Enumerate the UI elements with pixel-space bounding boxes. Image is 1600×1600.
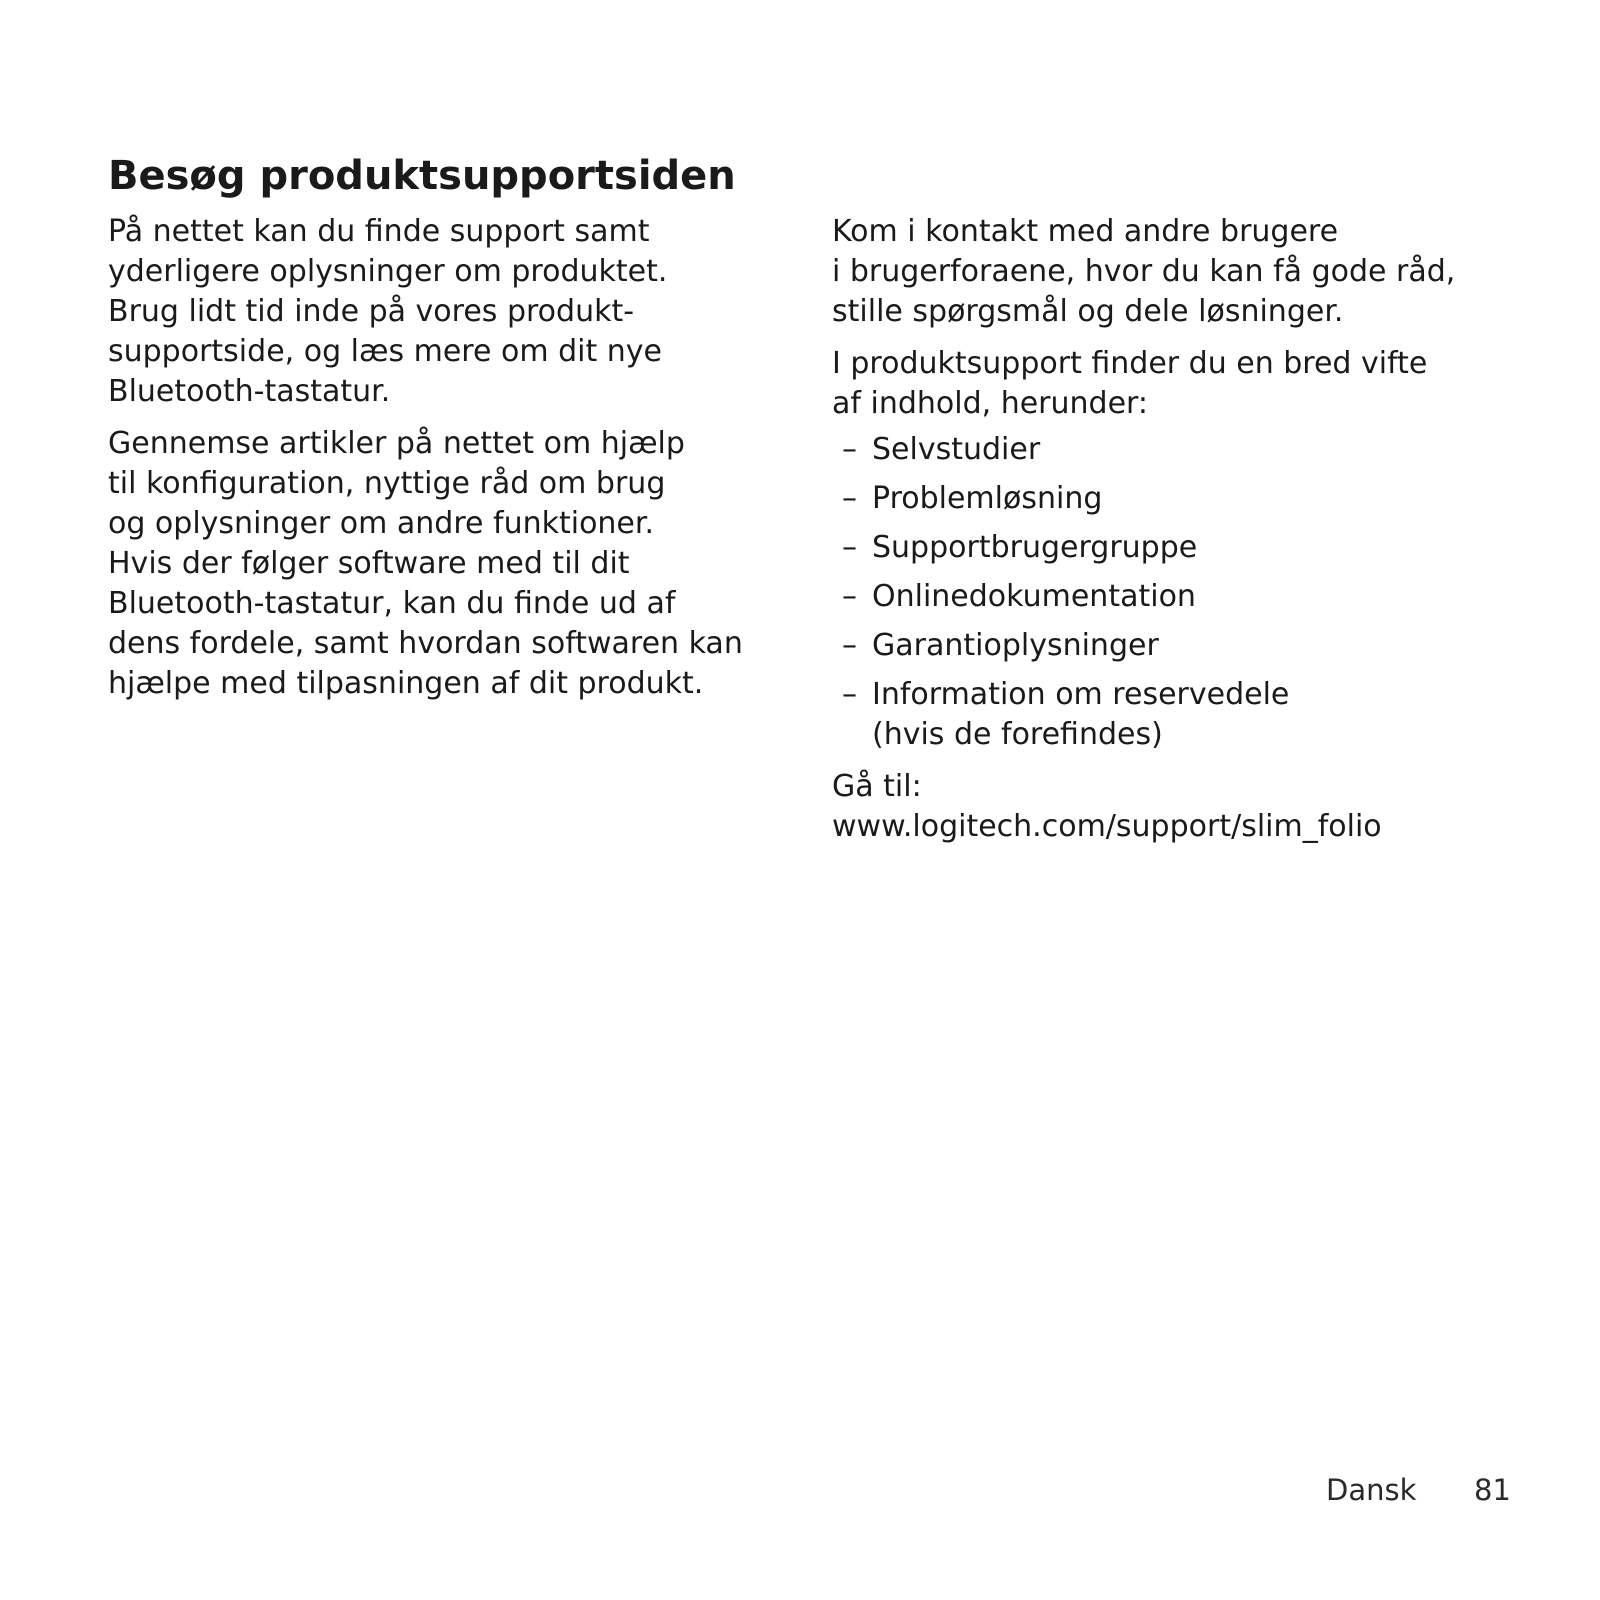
paragraph-list-intro xyxy=(832,344,1572,424)
paragraph-community xyxy=(832,212,1572,332)
text-line: Bluetooth-tastatur, kan du finde ud af xyxy=(108,586,676,621)
footer-language: Dansk xyxy=(1326,1473,1417,1507)
text-line: og oplysninger om andre funktioner. xyxy=(108,506,655,541)
text-line: Gennemse artikler på nettet om hjælp xyxy=(108,426,685,461)
text-line: af indhold, herunder: xyxy=(832,386,1148,421)
list-item-label: Supportbrugergruppe xyxy=(872,530,1198,565)
list-item-label-continuation: (hvis de forefindes) xyxy=(872,717,1163,752)
text-line: Bluetooth-tastatur. xyxy=(108,374,391,409)
paragraph-support-intro xyxy=(108,212,808,412)
dash-bullet: – xyxy=(842,432,857,467)
text-line: Kom i kontakt med andre brugere xyxy=(832,214,1339,249)
dash-bullet: – xyxy=(842,481,857,516)
dash-bullet: – xyxy=(842,677,857,712)
text-line: til konfiguration, nyttige råd om brug xyxy=(108,466,666,501)
page-number: 81 xyxy=(1474,1473,1511,1507)
text-line: hjælpe med tilpasningen af dit produkt. xyxy=(108,666,704,701)
dash-bullet: – xyxy=(842,579,857,614)
list-item xyxy=(832,675,1572,755)
support-url-link[interactable]: www.logitech.com/support/slim_folio xyxy=(832,809,1382,844)
list-item xyxy=(832,528,1572,568)
list-item-label: Selvstudier xyxy=(872,432,1041,467)
text-line: Hvis der følger software med til dit xyxy=(108,546,630,581)
list-item xyxy=(832,626,1572,666)
text-line: yderligere oplysninger om produktet. xyxy=(108,254,668,289)
list-item-label: Problemløsning xyxy=(872,481,1103,516)
text-line: stille spørgsmål og dele løsninger. xyxy=(832,294,1344,329)
list-item-label: Onlinedokumentation xyxy=(872,579,1196,614)
right-column xyxy=(832,212,1572,859)
dash-bullet: – xyxy=(842,628,857,663)
page-title: Besøg produktsupportsiden xyxy=(108,153,736,199)
dash-bullet: – xyxy=(842,530,857,565)
left-column xyxy=(108,212,808,716)
support-content-list xyxy=(832,430,1572,755)
text-line: i brugerforaene, hvor du kan få gode råd, xyxy=(832,254,1456,289)
list-item xyxy=(832,479,1572,519)
text-line: supportside, og læs mere om dit nye xyxy=(108,334,662,369)
text-line: I produktsupport finder du en bred vifte xyxy=(832,346,1428,381)
list-item-label: Information om reservedele xyxy=(872,677,1290,712)
text-line: På nettet kan du finde support samt xyxy=(108,214,650,249)
paragraph-goto xyxy=(832,767,1572,847)
text-line: Brug lidt tid inde på vores produkt- xyxy=(108,294,635,329)
list-item xyxy=(832,430,1572,470)
paragraph-articles xyxy=(108,424,808,704)
list-item-label: Garantioplysninger xyxy=(872,628,1159,663)
list-item xyxy=(832,577,1572,617)
text-line: dens fordele, samt hvordan softwaren kan xyxy=(108,626,743,661)
goto-label: Gå til: xyxy=(832,769,922,804)
